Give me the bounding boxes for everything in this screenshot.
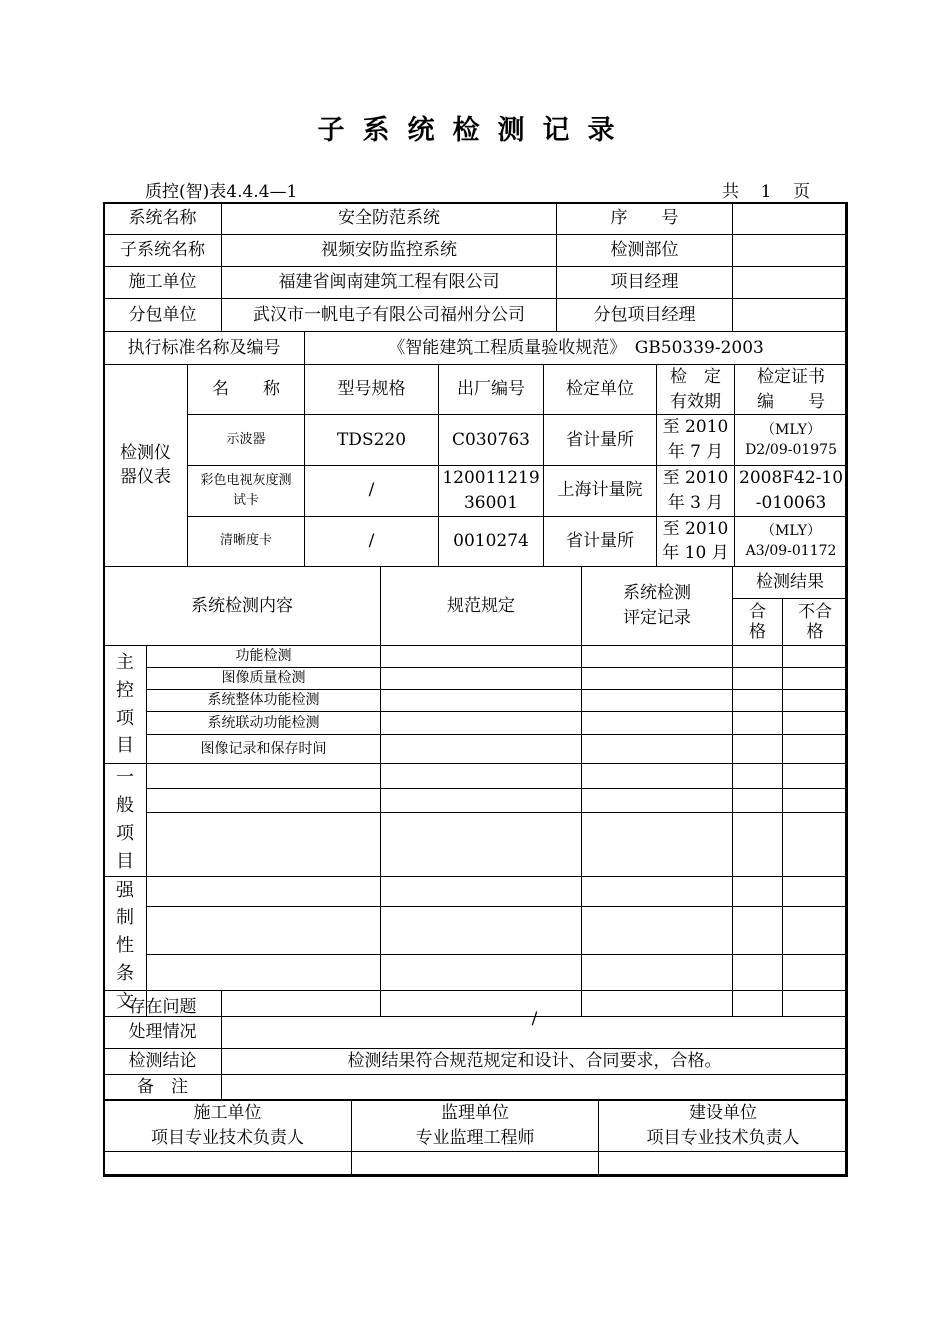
standard-label: 执行标准名称及编号 — [104, 332, 305, 365]
table-row — [104, 788, 848, 813]
info-table — [103, 202, 848, 332]
issues-label-1: 存在问题 — [128, 996, 197, 1017]
check-item: 图像记录和保存时间 — [147, 735, 381, 764]
instrument-valid-1: 至 2010 — [662, 417, 729, 438]
conclusion-label: 检测结论 — [104, 1049, 222, 1075]
form-number: 质控(智)表4.4.4—1 — [145, 182, 298, 202]
instrument-unit: 省计量所 — [544, 516, 657, 566]
system-name-label: 系统名称 — [104, 203, 222, 235]
conclusion-value: 检测结果符合规范规定和设计、合同要求，合格。 — [222, 1049, 848, 1075]
remark-label: 备 注 — [104, 1075, 222, 1101]
instrument-cert-2: D2/09-01975 — [745, 441, 837, 458]
instrument-serial — [439, 516, 544, 566]
mandatory-char: 文 — [116, 991, 134, 1013]
issues-value: / — [222, 991, 848, 1049]
signature-owner-1: 建设单位 — [689, 1102, 757, 1123]
signature-supervisor-blank — [352, 1152, 599, 1177]
subsystem-value: 视频安防监控系统 — [222, 235, 557, 267]
col-cert-header-2: 编 号 — [757, 391, 826, 412]
fail-header-1: 不合 — [798, 601, 832, 622]
col-cert-header — [735, 365, 848, 415]
instrument-valid-1: 至 2010 — [662, 518, 729, 539]
general-char: 项 — [116, 822, 134, 844]
main-control-char: 项 — [116, 707, 134, 729]
check-item: 系统整体功能检测 — [147, 690, 381, 712]
col-model-header: 型号规格 — [305, 365, 439, 415]
subcontractor-value: 武汉市一帆电子有限公司福州分公司 — [222, 299, 557, 332]
signature-contractor-1: 施工单位 — [193, 1102, 262, 1123]
instrument-serial-1: C030763 — [452, 429, 530, 450]
instrument-serial — [439, 465, 544, 516]
main-control-char: 主 — [116, 651, 134, 673]
instrument-serial-1: 0010274 — [453, 530, 529, 551]
instrument-table — [103, 331, 848, 567]
fail-header — [783, 599, 848, 646]
check-item: 系统联动功能检测 — [147, 712, 381, 735]
contractor-label: 施工单位 — [104, 267, 222, 299]
instrument-model: / — [305, 465, 439, 516]
signature-owner — [599, 1100, 848, 1152]
mandatory-char: 制 — [116, 907, 134, 929]
system-name-value: 安全防范系统 — [222, 203, 557, 235]
signature-contractor — [104, 1100, 352, 1152]
record-header — [582, 567, 733, 646]
table-row — [104, 712, 848, 735]
issues-label — [104, 991, 222, 1049]
signature-table — [103, 1099, 848, 1177]
instrument-name: 示波器 — [188, 415, 305, 465]
fail-header-2: 格 — [806, 622, 824, 642]
instrument-unit: 省计量所 — [544, 415, 657, 465]
contractor-value: 福建省闽南建筑工程有限公司 — [222, 267, 557, 299]
signature-supervisor — [352, 1100, 599, 1152]
instrument-cert — [735, 465, 848, 516]
instrument-model: / — [305, 516, 439, 566]
instrument-label-text: 检测仪器仪表 — [120, 442, 171, 488]
instrument-serial — [439, 415, 544, 465]
instrument-row — [104, 465, 848, 516]
table-row — [104, 907, 848, 955]
main-control-char: 目 — [116, 735, 134, 757]
mandatory-char: 强 — [116, 879, 134, 901]
main-control-char: 控 — [116, 679, 134, 701]
pass-header — [733, 599, 783, 646]
check-table — [103, 566, 848, 1017]
serial-label: 序 号 — [557, 203, 733, 235]
instrument-valid-2: 年 7 月 — [667, 441, 724, 462]
instrument-serial-1: 120011219 — [442, 467, 540, 488]
record-header-1: 系统检测 — [623, 583, 691, 604]
remark-value — [222, 1075, 848, 1101]
col-valid-header-2: 有效期 — [670, 391, 721, 412]
check-content-header: 系统检测内容 — [104, 567, 381, 646]
instrument-label — [104, 365, 188, 567]
table-row — [104, 690, 848, 712]
standard-value: 《智能建筑工程质量验收规范》 GB50339-2003 — [305, 332, 848, 365]
instrument-valid — [657, 415, 735, 465]
mandatory-char: 条 — [116, 963, 134, 985]
table-row — [104, 735, 848, 764]
col-serial-header: 出厂编号 — [439, 365, 544, 415]
instrument-cert-2: -010063 — [755, 492, 827, 513]
instrument-serial-2: 36001 — [463, 492, 519, 513]
col-name-header: 名 称 — [188, 365, 305, 415]
col-unit-header: 检定单位 — [544, 365, 657, 415]
col-valid-header — [657, 365, 735, 415]
inspect-part-label: 检测部位 — [557, 235, 733, 267]
instrument-unit: 上海计量院 — [544, 465, 657, 516]
issues-label-2: 处理情况 — [128, 1021, 197, 1042]
signature-supervisor-2: 专业监理工程师 — [415, 1127, 535, 1148]
pass-header-2: 格 — [749, 622, 766, 642]
table-row — [104, 646, 848, 668]
col-cert-header-1: 检定证书 — [757, 367, 826, 387]
conclusion-table — [103, 990, 848, 1101]
subcontractor-label: 分包单位 — [104, 299, 222, 332]
main-control-label — [104, 646, 147, 764]
subsystem-label: 子系统名称 — [104, 235, 222, 267]
instrument-valid-2: 年 3 月 — [667, 492, 724, 513]
check-item: 图像质量检测 — [147, 668, 381, 690]
sub-pm-label: 分包项目经理 — [557, 299, 733, 332]
general-char: 一 — [116, 767, 134, 788]
result-header: 检测结果 — [733, 567, 848, 599]
signature-supervisor-1: 监理单位 — [441, 1102, 509, 1123]
general-label — [104, 764, 147, 877]
pm-label: 项目经理 — [557, 267, 733, 299]
check-item: 功能检测 — [147, 646, 381, 668]
page-count-suffix: 页 — [793, 182, 811, 202]
page-count — [722, 177, 810, 202]
table-row — [104, 668, 848, 690]
page-title: 子系统检测记录 — [317, 115, 633, 146]
spec-header: 规范规定 — [381, 567, 582, 646]
signature-contractor-blank — [104, 1152, 352, 1177]
table-row — [104, 876, 848, 907]
instrument-cert-1: 2008F42-10 — [739, 467, 844, 488]
general-char: 般 — [116, 794, 134, 816]
instrument-valid-1: 至 2010 — [662, 467, 729, 488]
pm-value — [733, 267, 848, 299]
sub-pm-value — [733, 299, 848, 332]
col-valid-header-1: 检 定 — [670, 367, 721, 387]
instrument-cert — [735, 415, 848, 465]
instrument-name: 清晰度卡 — [188, 516, 305, 566]
serial-value — [733, 203, 848, 235]
page-count-value: 1 — [760, 182, 772, 202]
inspect-part-value — [733, 235, 848, 267]
record-header-2: 评定记录 — [623, 608, 691, 628]
instrument-valid — [657, 465, 735, 516]
signature-contractor-2: 项目专业技术负责人 — [151, 1127, 304, 1148]
signature-owner-blank — [599, 1152, 848, 1177]
instrument-cert-1: （MLY） — [761, 522, 822, 539]
mandatory-char: 性 — [116, 935, 134, 957]
instrument-cert-1: （MLY） — [761, 421, 822, 438]
table-row — [104, 813, 848, 877]
instrument-valid-2: 年 10 月 — [662, 543, 729, 564]
signature-owner-2: 项目专业技术负责人 — [646, 1127, 800, 1148]
page-count-prefix: 共 — [722, 182, 739, 202]
instrument-model: TDS220 — [305, 415, 439, 465]
pass-header-1: 合 — [749, 601, 766, 622]
instrument-cert — [735, 516, 848, 566]
instrument-name: 彩色电视灰度测试卡 — [188, 465, 305, 516]
instrument-row — [104, 415, 848, 465]
instrument-valid — [657, 516, 735, 566]
instrument-row — [104, 516, 848, 566]
instrument-cert-2: A3/09-01172 — [745, 543, 837, 560]
general-char: 目 — [116, 850, 134, 872]
table-row — [104, 764, 848, 789]
